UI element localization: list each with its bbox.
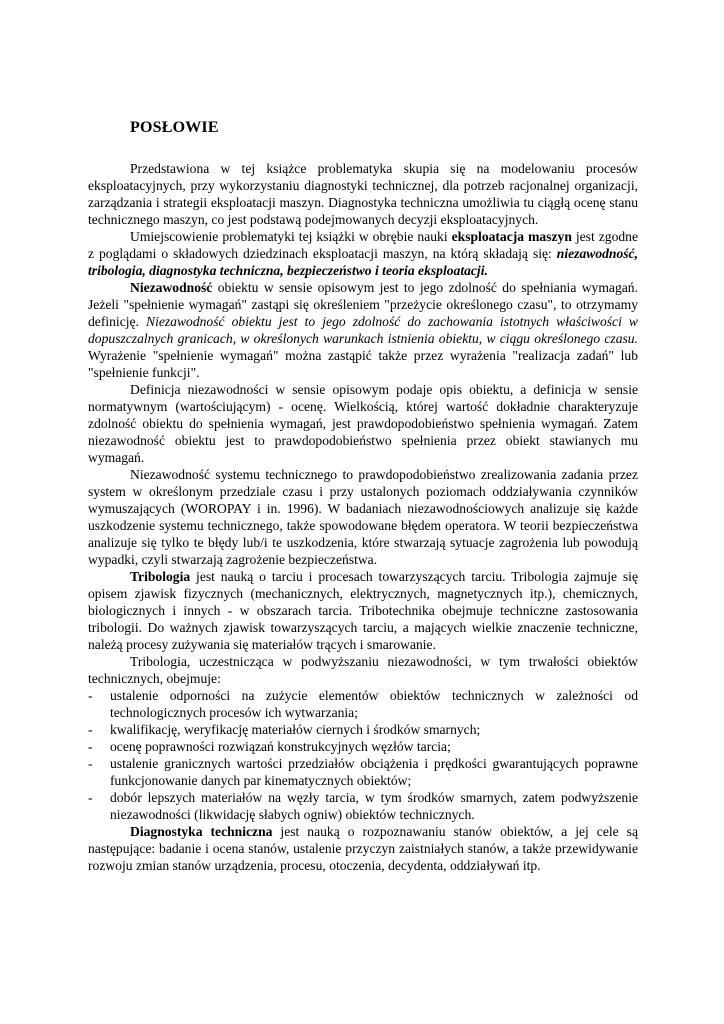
- list-item-text: dobór lepszych materiałów na węzły tarcia, w tym środków smarnych, zatem podwyższenie niezawodności (likwidację słabych ogniw) obiektów technicznych.: [110, 790, 638, 822]
- paragraph-reliability-text-1: obiektu w sensie opisowym jest to jego zdolność do spełniania wymagań. Jeżeli "spełnienie wymagań" zastąpi się określeniem "przeżycie określonego czasu", to otrzymamy definicję.: [88, 280, 638, 329]
- list-item-text: kwalifikację, weryfikację materiałów ciernych i środków smarnych;: [110, 722, 481, 737]
- paragraph-scope-text-2: jest zgodne z poglądami o składowych dziedzinach eksploatacji maszyn, na którą składają się:: [88, 229, 638, 261]
- list-item: [88, 789, 638, 823]
- reliability-definition: Niezawodność obiektu jest to jego zdolność do zachowania istotnych właściwości w dopuszczalnych granicach, w określonych warunkach istnienia obiektu, w ciągu określonego czasu.: [88, 314, 638, 346]
- paragraph-tribology-scope: [88, 653, 638, 687]
- list-item: [88, 721, 638, 738]
- term-tribologia: Tribologia: [130, 569, 191, 584]
- paragraph-system-reliability-text: Niezawodność systemu technicznego to prawdopodobieństwo zrealizowania zadania przez system w określonym przedziale czasu i przy ustalonych poziomach oddziaływania czynników wymuszających (WOROPAY i in. 1996). W badaniach niezawodnościowych analizuje się każde uszkodzenie systemu technicznego, także spowodowane błędem operatora. W teorii bezpieczeństwa analizuje się tylko te błędy lub/i te uszkodzenia, które stwarzają sytuacje zagrożenia lub powodują wypadki, czyli stwarzają zagrożenie bezpieczeństwa.: [88, 467, 638, 567]
- paragraph-scope-text-1: Umiejscowienie problematyki tej książki w obrębie nauki: [130, 229, 452, 244]
- paragraph-system-reliability: [88, 466, 638, 568]
- paragraph-tribology: [88, 568, 638, 653]
- page-title: POSŁOWIE: [130, 119, 219, 136]
- list-item: [88, 755, 638, 789]
- list-item-text: ocenę poprawności rozwiązań konstrukcyjnych węzłów tarcia;: [110, 739, 451, 754]
- paragraph-definition: [88, 381, 638, 466]
- paragraph-reliability-text-2: Wyrażenie "spełnienie wymagań" można zastąpić także przez wyrażenia "realizacja zadań" lub "spełnienie funkcji".: [88, 348, 638, 380]
- list-dash: -: [88, 739, 93, 754]
- paragraph-diagnostics-text: jest nauką o rozpoznawaniu stanów obiektów, a jej cele są następujące: badanie i ocena stanów, ustalenie przyczyn zaistniałych stanów, a także przewidywanie rozwoju zmian stanów urządzenia, procesu, otoczenia, decydenta, oddziaływań itp.: [88, 824, 638, 873]
- paragraph-reliability: [88, 279, 638, 381]
- term-eksploatacja-maszyn: eksploatacja maszyn: [451, 229, 572, 244]
- list-dash: -: [88, 790, 93, 805]
- paragraph-definition-text: Definicja niezawodności w sensie opisowym podaje opis obiektu, a definicja w sensie normatywnym (wartościującym) - ocenę. Wielkością, której wartość dokładnie charakteryzuje zdolność obiektu do spełnienia wymagań, jest prawdopodobieństwo spełnienia wymagań. Zatem niezawodność obiektu jest to prawdopodobieństwo spełnienia przez obiekt stawianych mu wymagań.: [88, 382, 638, 465]
- paragraph-tribology-scope-text: Tribologia, uczestnicząca w podwyższaniu niezawodności, w tym trwałości obiektów technicznych, obejmuje:: [88, 654, 638, 686]
- paragraph-intro-text: Przedstawiona w tej książce problematyka skupia się na modelowaniu procesów eksploatacyjnych, przy wykorzystaniu diagnostyki technicznej, dla potrzeb racjonalnej organizacji, zarządzania i strategii eksploatacji maszyn. Diagnostyka techniczna umożliwia tu ciągłą ocenę stanu technicznego maszyn, co jest podstawą podejmowanych decyzji eksploatacyjnych.: [88, 161, 638, 227]
- paragraph-diagnostics: [88, 823, 638, 874]
- domains-list-emphasis: niezawodność, tribologia, diagnostyka techniczna, bezpieczeństwo i teoria eksploatacji.: [88, 246, 638, 278]
- term-niezawodnosc: Niezawodność: [130, 280, 213, 295]
- term-diagnostyka-techniczna: Diagnostyka techniczna: [130, 824, 273, 839]
- list-item: [88, 738, 638, 755]
- document-page: [88, 118, 638, 874]
- list-dash: -: [88, 756, 93, 771]
- tribology-list: [88, 687, 638, 823]
- list-dash: -: [88, 688, 93, 703]
- list-item: [88, 687, 638, 721]
- list-dash: -: [88, 722, 93, 737]
- list-item-text: ustalenie granicznych wartości przedziałów obciążenia i prędkości gwarantujących poprawne funkcjonowanie danych par kinematycznych obiektów;: [110, 756, 638, 788]
- list-item-text: ustalenie odporności na zużycie elementów obiektów technicznych w zależności od technologicznych procesów ich wytwarzania;: [110, 688, 638, 720]
- paragraph-intro: [88, 160, 638, 228]
- paragraph-scope: [88, 228, 638, 279]
- paragraph-tribology-text: jest nauką o tarciu i procesach towarzyszących tarciu. Tribologia zajmuje się opisem zjawisk fizycznych (mechanicznych, elektrycznych, magnetycznych itp.), chemicznych, biologicznych i innych - w obszarach tarcia. Tribotechnika obejmuje techniczne zastosowania tribologii. Do ważnych zjawisk towarzyszących tarciu, a mających wielkie znaczenie techniczne, należą procesy zużywania się materiałów trących i smarowanie.: [88, 569, 638, 652]
